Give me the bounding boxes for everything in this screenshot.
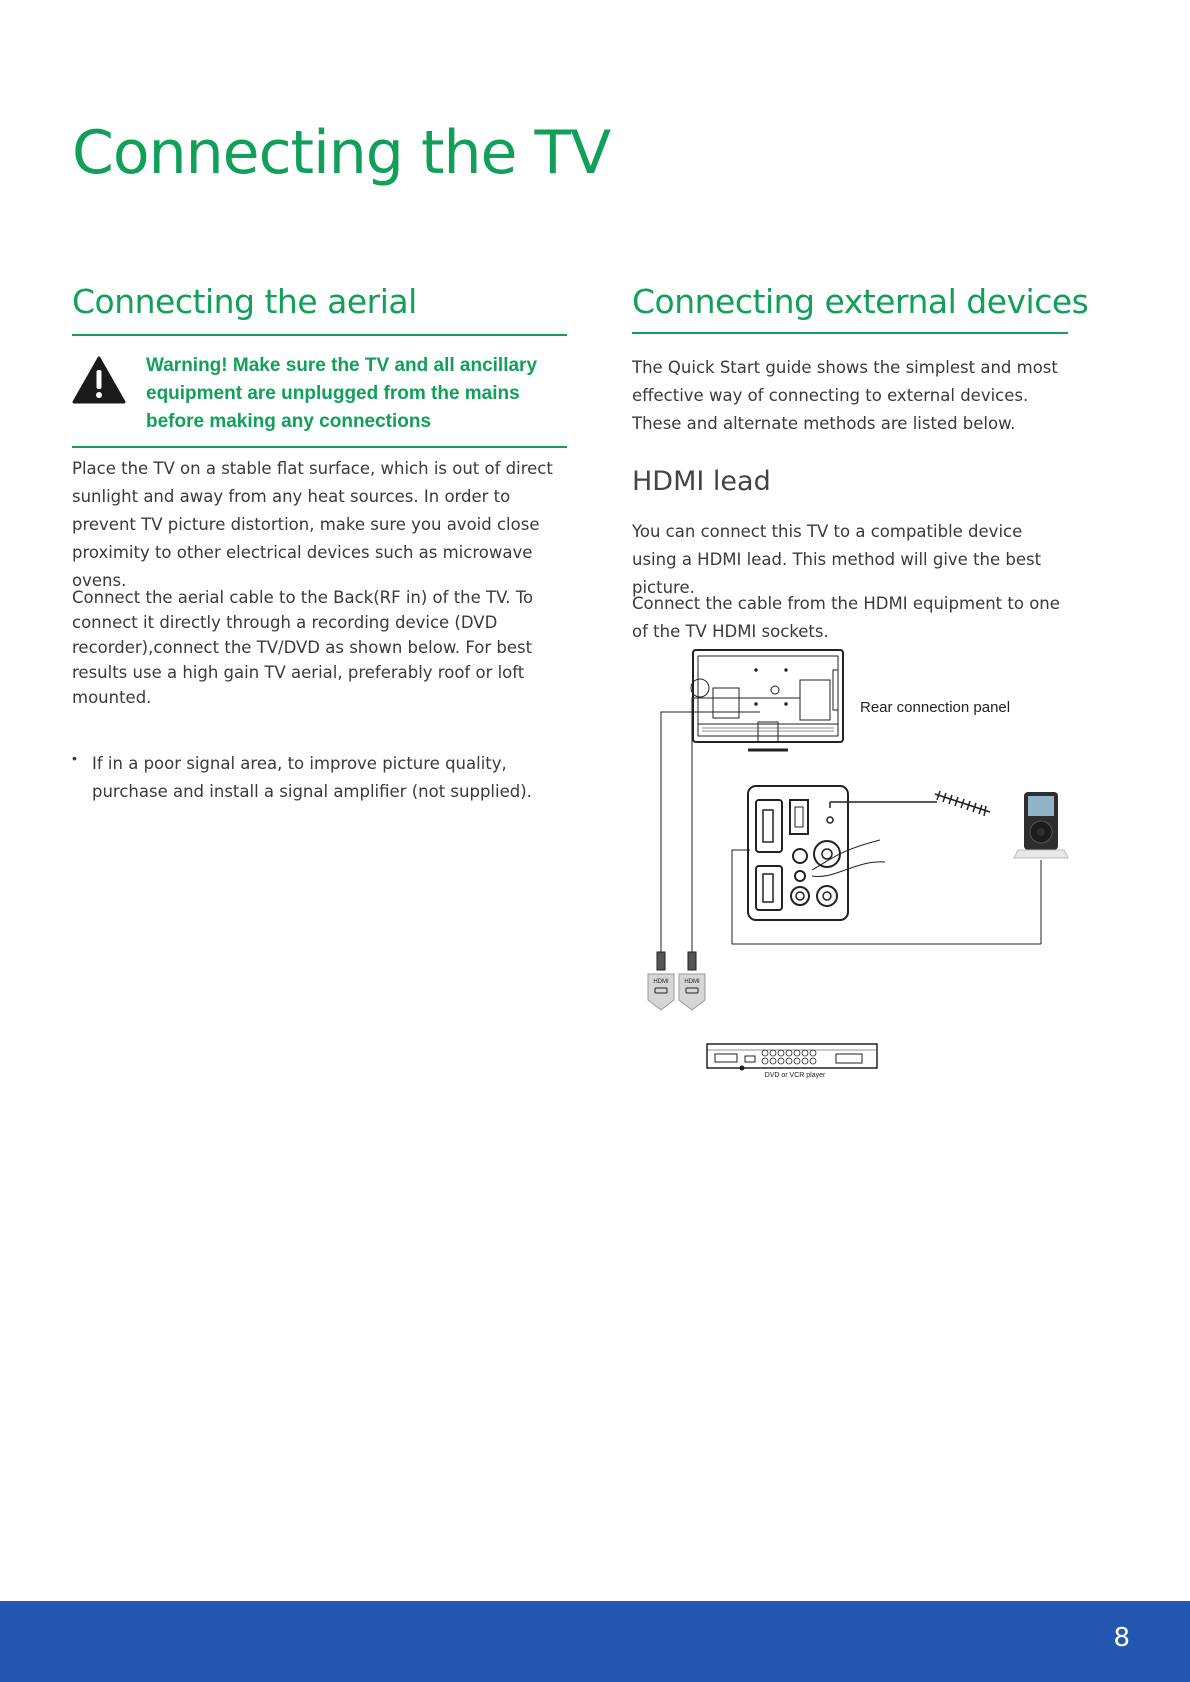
dvd-label: DVD or VCR player bbox=[764, 1072, 826, 1079]
aerial-heading-rule bbox=[72, 334, 567, 336]
rear-panel-label: Rear connection panel bbox=[860, 699, 1011, 716]
bullet-marker: • bbox=[72, 750, 77, 766]
footer-bar bbox=[0, 1601, 1190, 1682]
hdmi-heading: HDMI lead bbox=[632, 466, 771, 497]
hdmi-plug-1 bbox=[648, 952, 674, 1010]
aerial-paragraph-2: Connect the aerial cable to the Back(RF in) of the TV. To connect it directly through a recording device (DVD recorder),connect the TV/DVD as shown below. For best results use a high gain TV aerial, preferably roof or loft mounted. bbox=[72, 588, 534, 707]
aerial-paragraph-1: Place the TV on a stable flat surface, which is out of direct sunlight and away from any heat sources. In order to prevent TV picture distortion, make sure you avoid close proximity to other electrical devices such as microwave ovens. bbox=[72, 459, 553, 590]
external-intro: The Quick Start guide shows the simplest and most effective way of connecting to external devices. These and alternate methods are listed below. bbox=[632, 358, 1058, 433]
aerial-heading: Connecting the aerial bbox=[72, 282, 417, 321]
hdmi-paragraph-1: You can connect this TV to a compatible device using a HDMI lead. This method will give the best picture. bbox=[632, 522, 1042, 597]
connection-diagram bbox=[640, 640, 1080, 1090]
warning-rule bbox=[72, 446, 567, 448]
connection-panel-illustration bbox=[748, 786, 848, 920]
page-number: 8 bbox=[1113, 1623, 1130, 1653]
hdmi-plug-2 bbox=[679, 952, 705, 1010]
aerial-illustration bbox=[935, 791, 990, 816]
warning-icon bbox=[72, 356, 126, 404]
external-heading: Connecting external devices bbox=[632, 282, 1089, 321]
tv-rear-illustration bbox=[691, 650, 843, 750]
hdmi-paragraph-2: Connect the cable from the HDMI equipment to one of the TV HDMI sockets. bbox=[632, 594, 1060, 641]
media-player-illustration bbox=[1014, 792, 1068, 858]
hdmi-plug-label-2: HDMI bbox=[684, 979, 700, 985]
hdmi-plug-label-1: HDMI bbox=[653, 979, 669, 985]
warning-text: Warning! Make sure the TV and all ancillary equipment are unplugged from the mains before making any connections bbox=[146, 355, 538, 432]
bullet-text: If in a poor signal area, to improve picture quality, purchase and install a signal amplifier (not supplied). bbox=[92, 754, 532, 801]
external-heading-rule bbox=[632, 332, 1068, 334]
dvd-player-illustration bbox=[707, 1044, 877, 1070]
page-title: Connecting the TV bbox=[72, 118, 611, 188]
